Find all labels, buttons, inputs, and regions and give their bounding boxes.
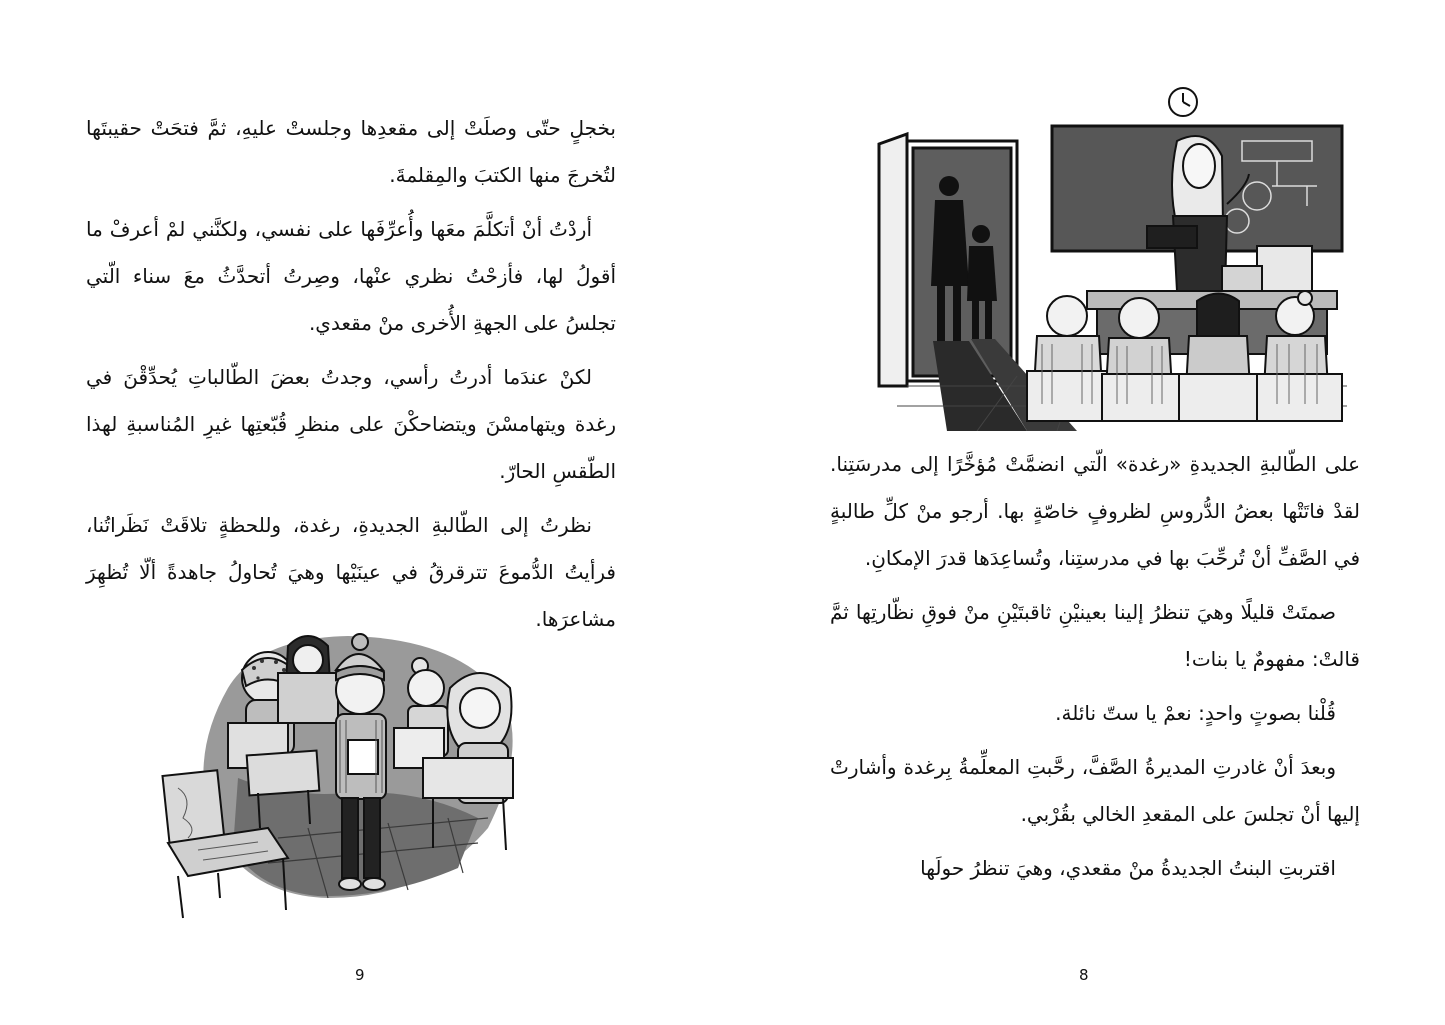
- paragraph: بخجلٍ حتّى وصلَتْ إلى مقعدِها وجلستْ عليهِ، ثمَّ فتحَتْ حقيبتَها لتُخرجَ منها الكتبَ والمِقلمةَ.: [86, 116, 616, 187]
- right-page-text: [830, 441, 1360, 899]
- paragraph: وبعدَ أنْ غادرتِ المديرةُ الصَّفَّ، رحَّبتِ المعلِّمةُ بِرغدة وأشارتْ إليها أنْ تجلسَ على المقعدِ الخالي بقُرْبي.: [830, 755, 1360, 826]
- paragraph: قُلْنا بصوتٍ واحدٍ: نعمْ يا ستّ نائلة.: [1055, 701, 1336, 725]
- right-page: [722, 0, 1444, 1025]
- students-illustration: [158, 628, 538, 923]
- paragraph: نظرتُ إلى الطّالبةِ الجديدةِ، رغدة، وللحظةٍ تلاقَتْ نَظَراتُنا، فرأيتُ الدُّموعَ تترقرقُ في عينَيْها وهيَ تُحاولُ جاهدةً ألّا تُظهِرَ مشاعرَها.: [86, 513, 616, 631]
- paragraph: اقتربتِ البنتُ الجديدةُ منْ مقعدي، وهيَ تنظرُ حولَها: [920, 856, 1336, 880]
- classroom-illustration: [877, 86, 1347, 431]
- paragraph: أردْتُ أنْ أتكلَّمَ معَها وأُعرِّفَها على نفسي، ولكنَّني لمْ أعرفْ ما أقولُ لها، فأزحْتُ نظري عنْها، وصِرتُ أتحدَّثُ معَ سناء الّتي تجلسُ على الجهةِ الأُخرى منْ مقعدي.: [86, 217, 616, 335]
- page-number: 8: [1079, 966, 1089, 984]
- paragraph: على الطّالبةِ الجديدةِ «رغدة» الّتي انضمَّتْ مُؤخَّرًا إلى مدرسَتِنا. لقدْ فاتَتْها بعضُ الدُّروسِ لظروفٍ خاصّةٍ بها. أرجو منْ كلِّ طالبةٍ في الصَّفِّ أنْ تُرحِّبَ بها في مدرستِنا، وتُساعِدَها قدرَ الإمكانِ.: [830, 452, 1360, 570]
- left-page: [0, 0, 722, 1025]
- paragraph: لكنْ عندَما أدرتُ رأسي، وجدتُ بعضَ الطّالباتِ يُحدِّقْنَ في رغدة ويتهامسْنَ ويتضاحكْنَ على منظرِ قُبّعتِها غيرِ المُناسبةِ لهذا الطّقسِ الحارّ.: [86, 365, 616, 483]
- paragraph: صمتَتْ قليلًا وهيَ تنظرُ إلينا بعينيْنِ ثاقبتَيْنِ منْ فوقِ نظّارتِها ثمَّ قالتْ: مفهومٌ يا بنات!: [830, 600, 1360, 671]
- left-page-text: [86, 105, 616, 650]
- page-number: 9: [355, 966, 365, 984]
